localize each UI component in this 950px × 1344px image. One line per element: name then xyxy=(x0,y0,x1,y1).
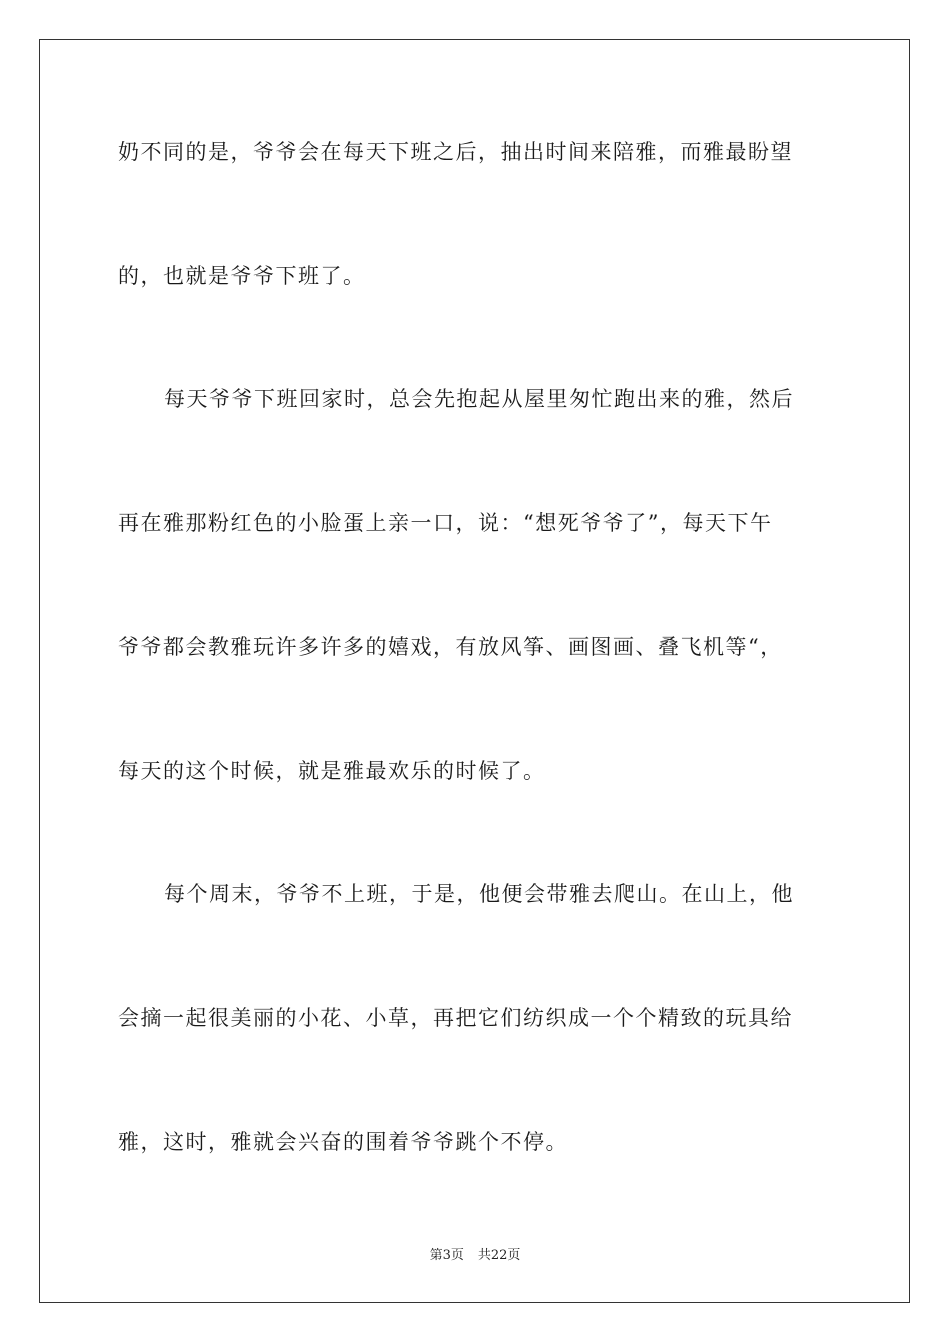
page-footer xyxy=(0,1247,950,1265)
body-text-line: 爷爷都会教雅玩许多许多的嬉戏，有放风筝、画图画、叠飞机等“， xyxy=(118,635,783,659)
body-text-line: 的，也就是爷爷下班了。 xyxy=(118,264,366,288)
page-number: 第3页 xyxy=(429,1248,464,1263)
paragraph-start-line: 每天爷爷下班回家时，总会先抱起从屋里匆忙跑出来的雅，然后 xyxy=(164,387,794,411)
body-text-line: 再在雅那粉红色的小脸蛋上亲一口，说：“想死爷爷了”，每天下午 xyxy=(118,511,773,535)
page-total: 共22页 xyxy=(477,1248,521,1263)
body-text-line: 雅，这时，雅就会兴奋的围着爷爷跳个不停。 xyxy=(118,1130,568,1154)
body-text-line: 奶不同的是，爷爷会在每天下班之后，抽出时间来陪雅，而雅最盼望 xyxy=(118,140,793,164)
body-text-line: 会摘一起很美丽的小花、小草，再把它们纺织成一个个精致的玩具给 xyxy=(118,1006,793,1030)
paragraph-start-line: 每个周末，爷爷不上班，于是，他便会带雅去爬山。在山上，他 xyxy=(164,882,794,906)
page-border xyxy=(39,39,910,1303)
body-text-line: 每天的这个时候，就是雅最欢乐的时候了。 xyxy=(118,759,546,783)
